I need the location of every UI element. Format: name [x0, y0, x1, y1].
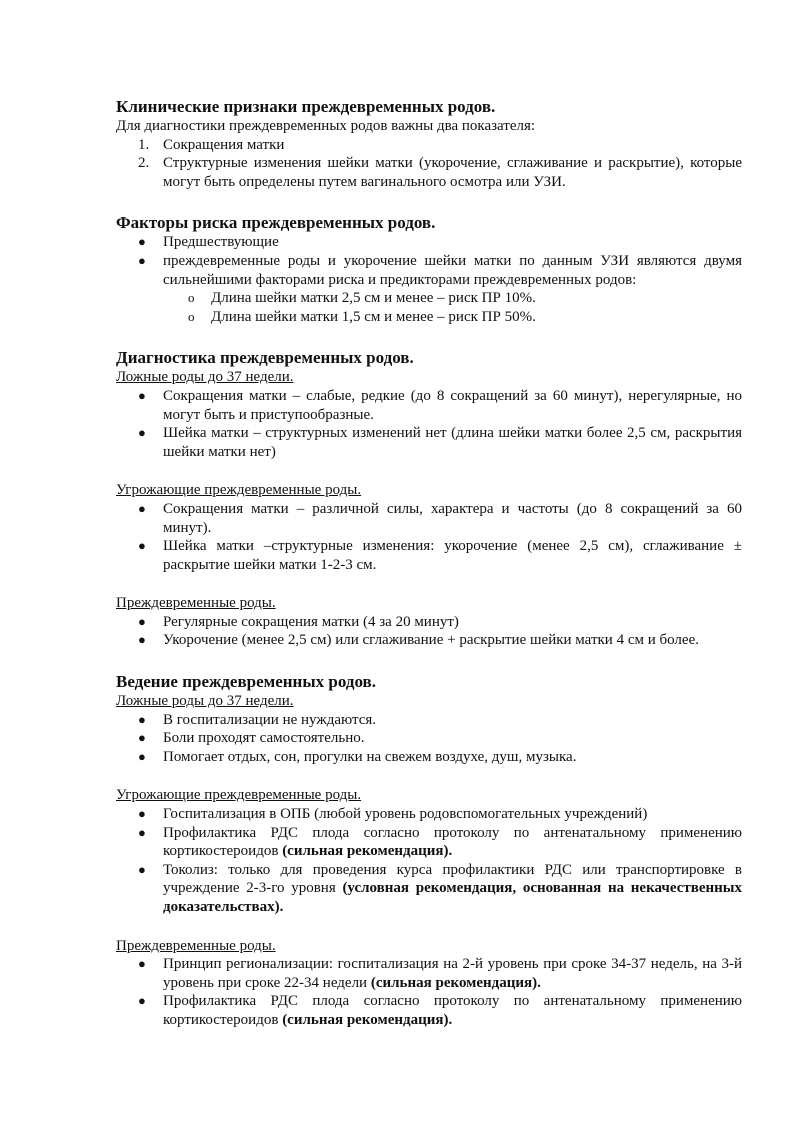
- list-item-text: Боли проходят самостоятельно.: [163, 730, 365, 747]
- diagnostics-false-labor-list: [116, 387, 742, 461]
- bullet-icon: ●: [138, 748, 146, 764]
- subheading-threatening: Угрожающие преждевременные роды.: [116, 482, 362, 499]
- clinical-signs-intro: Для диагностики преждевременных родов важны два показателя:: [116, 118, 536, 134]
- list-item-text: Предшествующие: [163, 234, 279, 251]
- list-item-text: Госпитализация в ОПБ (любой уровень родовспомогательных учреждений): [163, 806, 648, 823]
- subheading-preterm: Преждевременные роды.: [116, 595, 276, 612]
- list-item: [116, 136, 742, 155]
- list-item-text: Профилактика РДС плода согласно протоколу по антенатальному применению кортикостероидов: [163, 824, 742, 860]
- sublist-item: [116, 289, 742, 308]
- sublist-item: [116, 308, 742, 327]
- diagnostics-preterm-list: [116, 613, 742, 650]
- diagnostics-threatening-list: [116, 500, 742, 574]
- list-item: [116, 861, 742, 917]
- circle-bullet-icon: o: [188, 308, 195, 324]
- list-item: [116, 748, 742, 767]
- circle-bullet-icon: o: [188, 290, 195, 306]
- bullet-icon: ●: [138, 387, 146, 403]
- subheading-false-labor: Ложные роды до 37 недели.: [116, 693, 294, 710]
- subheading-false-labor: Ложные роды до 37 недели.: [116, 369, 294, 386]
- bullet-icon: ●: [138, 956, 146, 972]
- document-content: [116, 96, 742, 1030]
- list-item-text: В госпитализации не нуждаются.: [163, 711, 377, 728]
- bullet-icon: ●: [138, 861, 146, 877]
- list-item: [116, 252, 742, 289]
- list-item-text: Структурные изменения шейки матки (укорочение, сглаживание и раскрытие), которые могут быть определены путем вагинального осмотра или УЗИ.: [163, 155, 742, 190]
- bullet-icon: ●: [138, 730, 146, 746]
- list-item-text: Принцип регионализации: госпитализация на 2-й уровень при сроке 34-37 недель, на 3-й уровень при сроке 22-34 недели: [163, 956, 742, 991]
- section-title-clinical-signs: Клинические признаки преждевременных родов.: [116, 97, 496, 116]
- list-item: [116, 424, 742, 461]
- management-threatening-list: [116, 805, 742, 917]
- list-item-text: преждевременные роды и укорочение шейки матки по данным УЗИ являются двумя сильнейшими факторами риска и предикторами преждевременных родов:: [163, 252, 742, 288]
- bullet-icon: ●: [138, 538, 146, 554]
- list-item-text: Сокращения матки: [163, 136, 285, 153]
- bullet-icon: ●: [138, 425, 146, 441]
- risk-factors-sublist: [116, 289, 742, 326]
- bullet-icon: ●: [138, 806, 146, 822]
- list-item: [116, 711, 742, 730]
- management-preterm-list: [116, 955, 742, 1029]
- list-item-text: Укорочение (менее 2,5 см) или сглаживание + раскрытие шейки матки 4 см и более.: [163, 632, 699, 649]
- risk-factors-list: [116, 233, 742, 289]
- bullet-icon: ●: [138, 234, 146, 250]
- list-item: [116, 537, 742, 574]
- subheading-preterm: Преждевременные роды.: [116, 937, 276, 954]
- list-item-text: Сокращения матки – различной силы, характера и частоты (до 8 сокращений за 60 минут).: [163, 500, 742, 536]
- list-number: 1.: [138, 136, 150, 153]
- list-item: [116, 500, 742, 537]
- list-item-text: Профилактика РДС плода согласно протоколу по антенатальному применению кортикостероидов: [163, 993, 742, 1028]
- list-item: [116, 805, 742, 824]
- bullet-icon: ●: [138, 824, 146, 840]
- list-item-text: Помогает отдых, сон, прогулки на свежем воздухе, душ, музыка.: [163, 748, 577, 765]
- list-item: [116, 992, 742, 1029]
- list-item: [116, 233, 742, 252]
- list-item-text: Шейка матки – структурных изменений нет (длина шейки матки более 2,5 см, раскрытия шейки матки нет): [163, 425, 742, 460]
- list-number: 2.: [138, 155, 150, 172]
- list-item: [116, 955, 742, 992]
- list-item-text: Регулярные сокращения матки (4 за 20 минут): [163, 613, 459, 630]
- list-item: [116, 387, 742, 424]
- section-title-risk-factors: Факторы риска преждевременных родов.: [116, 213, 436, 233]
- list-item: [116, 613, 742, 632]
- section-title-diagnostics: Диагностика преждевременных родов.: [116, 348, 414, 368]
- bullet-icon: ●: [138, 252, 146, 268]
- recommendation-strength: (сильная рекомендация).: [370, 974, 541, 991]
- bullet-icon: ●: [138, 993, 146, 1009]
- recommendation-strength: (сильная рекомендация).: [282, 1011, 453, 1028]
- list-item-text: Сокращения матки – слабые, редкие (до 8 сокращений за 60 минут), нерегулярные, но могут быть и приступообразные.: [163, 387, 742, 423]
- recommendation-strength: (условная рекомендация, основанная на некачественных доказательствах).: [163, 880, 742, 915]
- list-item: [116, 631, 742, 650]
- bullet-icon: ●: [138, 632, 146, 648]
- list-item: [116, 154, 742, 191]
- recommendation-strength: (сильная рекомендация).: [282, 843, 453, 860]
- bullet-icon: ●: [138, 613, 146, 629]
- bullet-icon: ●: [138, 500, 146, 516]
- section-title-management: Ведение преждевременных родов.: [116, 672, 376, 692]
- list-item-text: Шейка матки –структурные изменения: укорочение (менее 2,5 см), сглаживание ± раскрытие шейки матки 1-2-3 см.: [163, 538, 742, 573]
- bullet-icon: ●: [138, 711, 146, 727]
- sublist-item-text: Длина шейки матки 2,5 см и менее – риск ПР 10%.: [211, 290, 536, 307]
- list-item: [116, 824, 742, 861]
- list-item: [116, 729, 742, 748]
- subheading-threatening: Угрожающие преждевременные роды.: [116, 787, 362, 804]
- management-false-labor-list: [116, 711, 742, 767]
- sublist-item-text: Длина шейки матки 1,5 см и менее – риск ПР 50%.: [211, 308, 536, 325]
- clinical-signs-list: [116, 136, 742, 192]
- list-item-text: Токолиз: только для проведения курса профилактики РДС или транспортировке в учреждение 2-3-го уровня: [163, 861, 742, 897]
